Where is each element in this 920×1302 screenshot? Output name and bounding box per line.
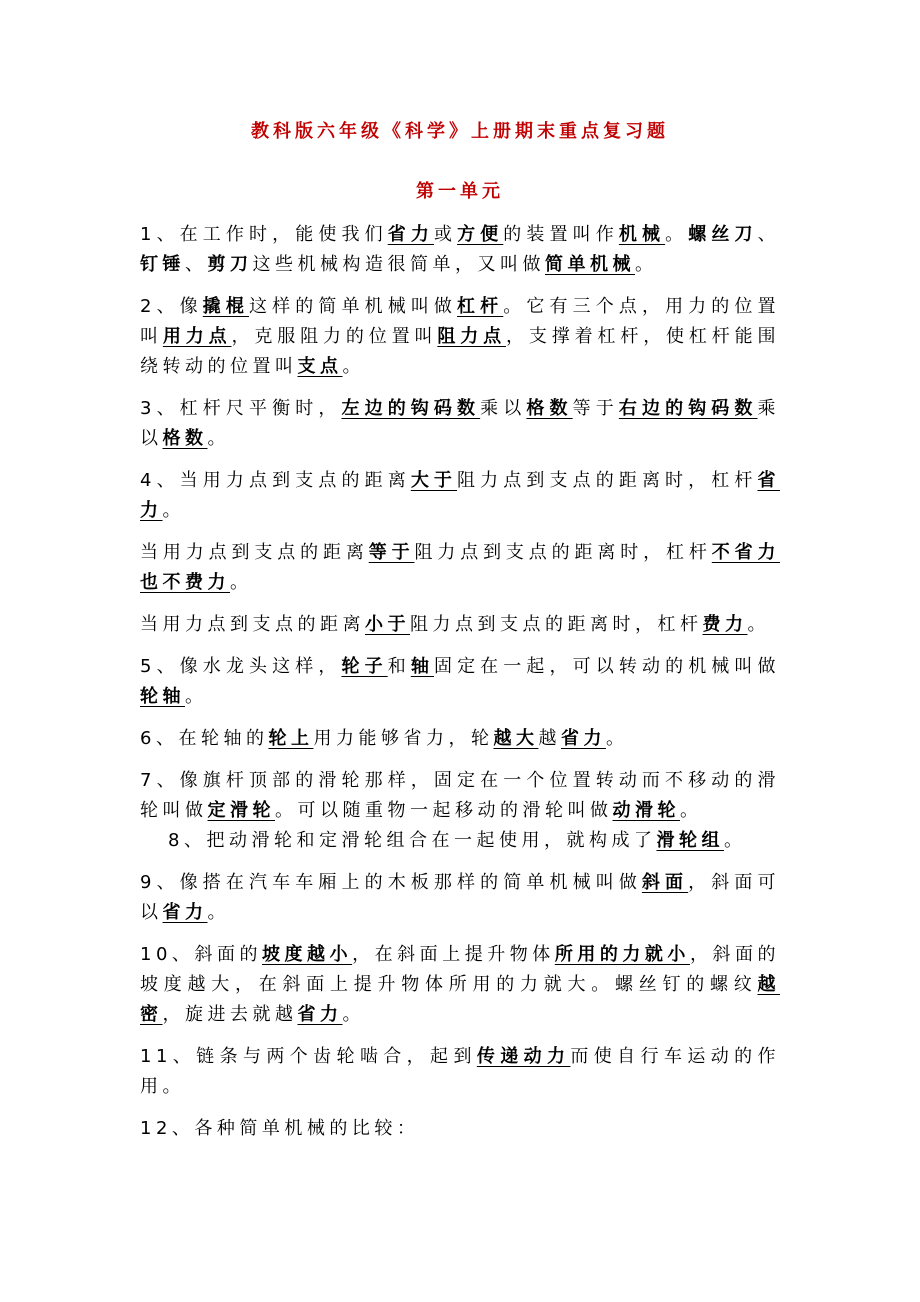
key-term: 杠杆 — [457, 296, 504, 317]
text-run: 的装置叫作 — [503, 224, 619, 245]
text-run: 固定在一起，可以转动的机械叫做 — [433, 656, 781, 677]
text-run: 。 — [162, 500, 185, 521]
key-term: 费力 — [702, 614, 748, 635]
text-run: 阻力点到支点的距离时，杠杆 — [457, 470, 758, 491]
paragraph-4c — [140, 610, 780, 640]
text-run: 阻力点到支点的距离时，杠杆 — [414, 542, 712, 563]
paragraph-7 — [140, 766, 780, 826]
key-term: 不省力也不费力 — [140, 542, 781, 593]
key-term: 省力 — [162, 902, 208, 923]
text-run: 。 — [342, 356, 365, 377]
key-term: 轴 — [410, 656, 434, 677]
key-term: 左边的钩码数 — [341, 398, 481, 419]
text-run: 乘以 — [480, 398, 527, 419]
key-term: 轮轴 — [140, 686, 185, 707]
paragraph-8 — [140, 826, 780, 856]
text-run: 、 — [185, 254, 208, 275]
text-run: 。可以随重物一起移动的滑轮叫做 — [275, 800, 613, 821]
key-term: 用力点 — [162, 326, 232, 347]
text-run: 。 — [747, 614, 770, 635]
key-term: 轮上 — [268, 728, 314, 749]
text-run: 。 — [635, 254, 658, 275]
text-run: 或 — [433, 224, 458, 245]
text-run: 这样的简单机械叫做 — [249, 296, 458, 317]
paragraph-9 — [140, 868, 780, 928]
paragraph-3 — [140, 394, 780, 454]
key-term: 小于 — [365, 614, 410, 635]
text-run: 12、各种简单机械的比较： — [140, 1118, 420, 1139]
text-run: 。它有三个点，用力的位置叫 — [140, 296, 781, 347]
key-term: 越密 — [140, 974, 780, 1025]
paragraph-4 — [140, 466, 780, 526]
text-run: 当用力点到支点的距离 — [140, 542, 369, 563]
key-term: 轮子 — [341, 656, 388, 677]
key-term: 格数 — [526, 398, 573, 419]
key-term: 滑轮组 — [656, 830, 724, 851]
text-run: ，斜面的坡度越大，在斜面上提升物体所用的力就大。螺丝钉的螺纹 — [140, 944, 781, 995]
text-run: 和 — [387, 656, 411, 677]
text-run: ，斜面可以 — [140, 872, 781, 923]
key-term: 大于 — [410, 470, 458, 491]
key-term: 省力 — [387, 224, 434, 245]
document-title: 教科版六年级《科学》上册期末重点复习题 — [251, 121, 669, 142]
key-term: 方便 — [457, 224, 504, 245]
text-run: 4、当用力点到支点的距离 — [140, 470, 411, 491]
unit-heading: 第一单元 — [416, 181, 504, 202]
text-run: 。 — [342, 1004, 365, 1025]
key-term: 阻力点 — [437, 326, 506, 347]
key-term: 机械 — [618, 224, 666, 245]
key-term: 省力 — [140, 470, 781, 521]
text-run: 。 — [185, 686, 208, 707]
paragraph-5 — [140, 652, 780, 712]
text-run: 10、斜面的 — [140, 944, 263, 965]
key-term: 右边的钩码数 — [618, 398, 758, 419]
key-term: 动滑轮 — [612, 800, 680, 821]
text-run: 7、像旗杆顶部的滑轮那样，固定在一个位置转动而不移动的滑轮叫做 — [140, 770, 780, 821]
key-term: 支点 — [297, 356, 343, 377]
key-term: 简单机械 — [545, 254, 635, 275]
text-run: ，旋进去就越 — [162, 1004, 298, 1025]
text-run: ，在斜面上提升物体 — [352, 944, 555, 965]
text-run: 6、在轮轴的 — [140, 728, 269, 749]
text-run: 。 — [680, 800, 703, 821]
text-run: 剪刀 — [207, 254, 253, 275]
text-run: 3、杠杆尺平衡时， — [140, 398, 342, 419]
text-run: 。 — [230, 572, 253, 593]
key-term: 定滑轮 — [207, 800, 275, 821]
text-run: ，支撑着杠杆，使杠杆能围绕转动的位置叫 — [140, 326, 781, 377]
text-run: 8、把动滑轮和定滑轮组合在一起使用，就构成了 — [168, 830, 657, 851]
text-run: 当用力点到支点的距离 — [140, 614, 365, 635]
key-term: 撬棍 — [202, 296, 250, 317]
text-run: ，克服阻力的位置叫 — [231, 326, 438, 347]
key-term: 传递动力 — [476, 1046, 571, 1067]
text-run: 阻力点到支点的距离时，杠杆 — [410, 614, 703, 635]
text-run: 乘以 — [140, 398, 781, 449]
text-run: 这些机械构造很简单，又叫做 — [252, 254, 545, 275]
paragraph-4b — [140, 538, 780, 598]
text-run: 。 — [207, 428, 230, 449]
text-run: 。 — [723, 830, 747, 851]
paragraph-10 — [140, 940, 780, 1030]
text-run: 、 — [757, 224, 781, 245]
key-term: 斜面 — [641, 872, 689, 893]
key-term: 省力 — [297, 1004, 343, 1025]
text-run: 1、在工作时，能使我们 — [140, 224, 388, 245]
key-term: 格数 — [162, 428, 208, 449]
text-run: 螺丝刀 — [688, 224, 758, 245]
paragraph-1 — [140, 220, 780, 280]
text-run: 越 — [538, 728, 561, 749]
text-run: 11、链条与两个齿轮啮合，起到 — [140, 1046, 477, 1067]
text-run: 9、像搭在汽车车厢上的木板那样的简单机械叫做 — [140, 872, 642, 893]
text-run: 等于 — [572, 398, 619, 419]
text-run: 。 — [605, 728, 629, 749]
key-term: 坡度越小 — [262, 944, 353, 965]
content-body — [140, 220, 780, 1156]
text-run: 用力能够省力，轮 — [313, 728, 494, 749]
paragraph-2 — [140, 292, 780, 382]
paragraph-11 — [140, 1042, 780, 1102]
text-run: 5、像水龙头这样， — [140, 656, 342, 677]
text-run: 。 — [207, 902, 230, 923]
key-term: 越大 — [493, 728, 539, 749]
paragraph-6 — [140, 724, 780, 754]
text-run: 。 — [665, 224, 689, 245]
text-run: 而使自行车运动的作用。 — [140, 1046, 781, 1097]
key-term: 所用的力就小 — [554, 944, 690, 965]
text-run: 钉锤 — [140, 254, 185, 275]
paragraph-12 — [140, 1114, 780, 1144]
key-term: 等于 — [368, 542, 415, 563]
key-term: 省力 — [560, 728, 606, 749]
text-run: 2、像 — [140, 296, 203, 317]
